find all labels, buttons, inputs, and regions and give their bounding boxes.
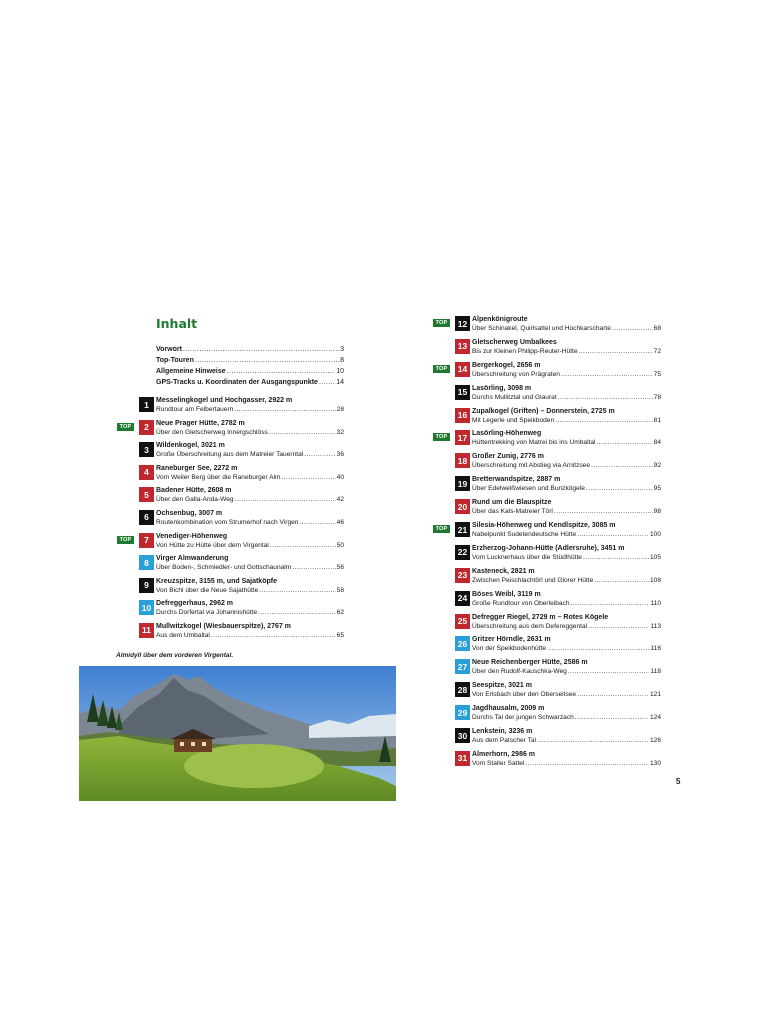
top-badge: TOP [433,525,450,533]
front-matter-item [156,355,344,366]
tour-title: Jagdhausalm, 2009 m [472,705,545,713]
tour-subtitle: Durchs Dorfertal via Johannishütte [156,609,258,617]
tour-subtitle: Von der Speikbodenhütte [472,645,547,653]
tour-entry [117,600,344,623]
dot-leader [583,553,649,562]
tour-page: 126 [649,737,661,745]
tour-entry [433,408,661,431]
dot-leader [547,644,649,653]
dot-leader [259,586,335,595]
tour-number: 14 [455,362,470,377]
tour-title: Böses Weibl, 3119 m [472,590,541,598]
tour-entry [433,751,661,774]
dot-leader [594,576,649,585]
tour-subtitle: Rundtour am Felbertauern [156,406,234,413]
tour-title: Defregger Riegel, 2729 m – Rotes Kögele [472,613,609,621]
dot-leader [555,416,653,425]
tour-number: 25 [455,614,470,629]
tour-title: Neue Prager Hütte, 2782 m [156,419,245,427]
dot-leader [269,428,336,437]
tour-entry [433,545,661,568]
tour-entry [433,568,661,591]
dot-leader [558,393,653,402]
tour-entry [117,533,344,556]
tour-subtitle: Über den Galla-Anda-Weg [156,496,234,504]
tour-number: 12 [455,316,470,331]
tour-title: Zupalkogel (Griften) – Donnerstein, 2725 m [472,407,615,415]
tour-subtitle: Nabelpunkt Sudetendeutsche Hütte [472,531,577,539]
tour-entry [117,397,344,420]
tour-number: 30 [455,728,470,743]
tour-page: 110 [650,599,661,607]
tour-page: 58 [336,586,344,594]
tour-number: 9 [139,578,154,593]
tour-number: 22 [455,545,470,560]
tour-number: 20 [455,499,470,514]
dot-leader [319,377,335,388]
tour-entry [433,362,661,385]
tour-subtitle: Vom Staller Sattel [472,759,525,767]
tour-title: Raneburger See, 2272 m [156,464,238,472]
dot-leader [235,495,336,504]
front-matter-item [156,377,344,388]
tour-page: 68 [653,325,661,332]
tour-number: 16 [455,408,470,423]
tour-entry [117,487,344,510]
tour-entry [433,614,661,637]
dot-leader [575,713,649,722]
tour-number: 1 [139,397,154,412]
dot-leader [282,473,336,482]
tour-page: 98 [653,508,661,516]
tour-entry [433,476,661,499]
tour-number: 10 [139,600,154,615]
tour-entry [117,623,344,646]
tour-number: 31 [455,751,470,766]
tour-title: Erzherzog-Johann-Hütte (Adlersruhe), 3451 m [472,544,625,552]
tour-page: 32 [336,428,344,436]
tour-number: 24 [455,591,470,606]
tour-entry [433,636,661,659]
tour-title: Ochsenbug, 3007 m [156,509,223,517]
photo-caption: Almidyll über dem vorderen Virgental. [116,652,234,659]
tour-entry [433,728,661,751]
front-matter-label: Top-Touren [156,357,194,364]
tour-number: 17 [455,430,470,445]
dot-leader [586,484,653,493]
tour-page: 100 [649,531,661,539]
tour-number: 6 [139,510,154,525]
tour-subtitle: Durchs Tal der jungen Schwarzach [472,714,574,722]
tour-subtitle: Vom Weiler Berg über die Raneburger Alm [156,473,281,481]
tour-number: 28 [455,682,470,697]
dot-leader [537,736,649,745]
tour-entry [433,385,661,408]
tour-subtitle: Von Hütte zu Hütte über dem Virgental [156,541,269,549]
dot-leader [597,438,653,447]
tour-subtitle: Hüttentrekking von Matrei bis ins Umbaltal [472,439,596,447]
tour-list-left [117,397,344,646]
dot-leader [270,541,336,550]
tour-page: 75 [653,370,661,378]
tour-title: Gritzer Hörndle, 2631 m [472,636,551,644]
tour-entry [433,682,661,705]
tour-title: Alpenkönigroute [472,316,528,323]
tour-page: 56 [336,564,344,572]
tour-entry [117,510,344,533]
dot-leader [554,507,653,516]
tour-entry [433,705,661,728]
tour-page: 95 [653,485,661,493]
tour-number: 11 [139,623,154,638]
front-matter-page: 14 [336,379,344,386]
tour-number: 15 [455,385,470,400]
tour-number: 3 [139,442,154,457]
tour-number: 23 [455,568,470,583]
tour-page: 118 [650,668,661,676]
top-badge: TOP [433,433,450,441]
tour-title: Großer Zunig, 2776 m [472,453,544,461]
tour-subtitle: Von Bichl über die Neue Sajathütte [156,586,259,594]
tour-entry [117,442,344,465]
dot-leader [577,530,649,539]
tour-number: 4 [139,465,154,480]
tour-entry [117,465,344,488]
tour-page: 116 [650,645,661,653]
tour-subtitle: Von Erlsbach über den Oberseitsee [472,691,577,699]
tour-subtitle: Routenkombination vom Strumerhof nach Virgen [156,518,299,526]
tour-title: Bretterwandspitze, 2887 m [472,476,561,484]
front-matter-item [156,366,344,377]
tour-title: Seespitze, 3021 m [472,682,532,690]
front-matter-list [156,344,344,388]
tour-title: Neue Reichenberger Hütte, 2586 m [472,659,588,667]
tour-title: Virger Almwanderung [156,555,229,563]
tour-subtitle: Aus dem Umbaltal [156,631,210,639]
front-matter-label: GPS-Tracks u. Koordinaten der Ausgangspunkte [156,379,318,386]
tour-subtitle: Große Überschreitung aus dem Matreier Tauerntal [156,451,304,459]
tour-page: 113 [650,622,661,630]
tour-title: Lasörling, 3098 m [472,384,532,392]
front-matter-item [156,344,344,355]
top-badge: TOP [117,536,134,544]
tour-page: 121 [649,691,661,699]
tour-subtitle: Aus dem Patscher Tal [472,737,537,745]
tour-subtitle: Durchs Mullitztal und Glaurət [472,393,557,401]
top-badge: TOP [433,365,450,373]
tour-number: 7 [139,533,154,548]
tour-entry [433,430,661,453]
page-title: Inhalt [156,316,198,331]
tour-page: 124 [649,714,661,722]
dot-leader [304,450,335,459]
tour-subtitle: Zwischen Peischlachtörl und Glorer Hütte [472,576,594,584]
tour-number: 29 [455,705,470,720]
tour-entry [433,522,661,545]
tour-page: 84 [653,439,661,447]
tour-subtitle: Große Rundtour von Oberleibach [472,599,570,607]
tour-page: 40 [336,473,344,481]
tour-subtitle: Über den Gletscherweg Innergschlöss [156,428,268,436]
tour-entry [433,453,661,476]
tour-title: Wildenkogel, 3021 m [156,442,225,450]
tour-number: 13 [455,339,470,354]
dot-leader [211,631,336,640]
tour-subtitle: Über den Rudolf-Kauschka-Weg [472,668,567,676]
dot-leader [577,690,649,699]
tour-title: Almerhorn, 2986 m [472,750,536,758]
tour-page: 78 [653,393,661,401]
tour-number: 26 [455,636,470,651]
tour-entry [433,316,661,339]
tour-subtitle: Bis zur Kleinen Philipp-Reuter-Hütte [472,347,578,355]
tour-number: 5 [139,487,154,502]
tour-entry [433,659,661,682]
tour-page: 62 [336,609,344,617]
tour-title: Mullwitzkogel (Wiesbauerspitze), 2767 m [156,622,291,630]
tour-subtitle: Überschreitung aus dem Defereggental [472,622,588,630]
tour-subtitle: Überschreitung von Prägraten [472,370,560,378]
tour-title: Silesia-Höhenweg und Kendlspitze, 3085 m [472,522,616,530]
tour-title: Gletscherweg Umbalkees [472,338,557,346]
dot-leader [292,563,335,572]
tour-title: Kreuzspitze, 3155 m, und Sajatköpfe [156,577,277,585]
tour-number: 27 [455,659,470,674]
dot-leader [234,405,335,414]
dot-leader [227,366,336,377]
tour-page: 65 [336,631,344,639]
tour-subtitle: Über Edelweißwiesen und Bunzkögele [472,485,585,493]
top-badge: TOP [433,319,450,327]
alpine-meadow-photo [79,666,396,801]
tour-title: Bergerkogel, 2656 m [472,361,541,369]
tour-entry [117,555,344,578]
tour-page: 46 [336,518,344,526]
tour-page: 42 [336,496,344,504]
tour-subtitle: Vom Lucknerhaus über die Stüdlhütte [472,553,582,561]
dot-leader [299,518,335,527]
dot-leader [561,370,653,379]
dot-leader [195,355,339,366]
tour-page: 36 [336,451,344,459]
dot-leader [579,347,653,356]
tour-number: 8 [139,555,154,570]
dot-leader [258,608,336,617]
top-badge: TOP [117,423,134,431]
tour-title: Lasörling-Höhenweg [472,430,542,438]
page-number: 5 [676,777,681,786]
tour-title: Rund um die Blauspitze [472,499,552,507]
dot-leader [571,599,650,608]
tour-number: 19 [455,476,470,491]
front-matter-label: Allgemeine Hinweise [156,368,226,375]
tour-page: 130 [649,759,661,767]
tour-entry [433,499,661,522]
tour-title: Venediger-Höhenweg [156,532,228,540]
tour-title: Lenkstein, 3236 m [472,728,533,736]
front-matter-label: Vorwort [156,346,182,353]
tour-subtitle: Über Boden-, Schmiedler- und Gottschaunalm [156,564,292,572]
dot-leader [612,324,653,333]
tour-title: Messelingkogel und Hochgasser, 2922 m [156,397,293,404]
tour-subtitle: Über das Kals-Matreier Törl [472,508,553,516]
tour-number: 21 [455,522,470,537]
tour-page: 72 [653,347,661,355]
tour-subtitle: Überschreitung mit Abstieg via Arnitzsee [472,462,591,470]
tour-entry [117,578,344,601]
dot-leader [591,461,653,470]
dot-leader [525,759,649,768]
tour-list-right [433,316,661,774]
tour-title: Defreggerhaus, 2962 m [156,600,234,608]
tour-page: 50 [336,541,344,549]
tour-page: 92 [653,462,661,470]
tour-entry [433,591,661,614]
tour-page: 28 [336,406,344,413]
tour-title: Kasteneck, 2821 m [472,567,535,575]
tour-page: 81 [653,416,661,424]
front-matter-page: 10 [336,368,344,375]
front-matter-page: 8 [340,357,344,364]
tour-subtitle: Über Schinakel, Quirlsattel und Hochkarscharte [472,325,611,332]
tour-entry [433,339,661,362]
tour-title: Badener Hütte, 2608 m [156,487,232,495]
tour-page: 105 [649,553,661,561]
tour-entry [117,420,344,443]
dot-leader [568,667,650,676]
front-matter-page: 3 [340,346,344,353]
tour-subtitle: Mit Legerle und Speikboden [472,416,555,424]
tour-number: 2 [139,420,154,435]
dot-leader [588,622,649,631]
tour-number: 18 [455,453,470,468]
tour-page: 108 [649,576,661,584]
dot-leader [183,344,339,355]
